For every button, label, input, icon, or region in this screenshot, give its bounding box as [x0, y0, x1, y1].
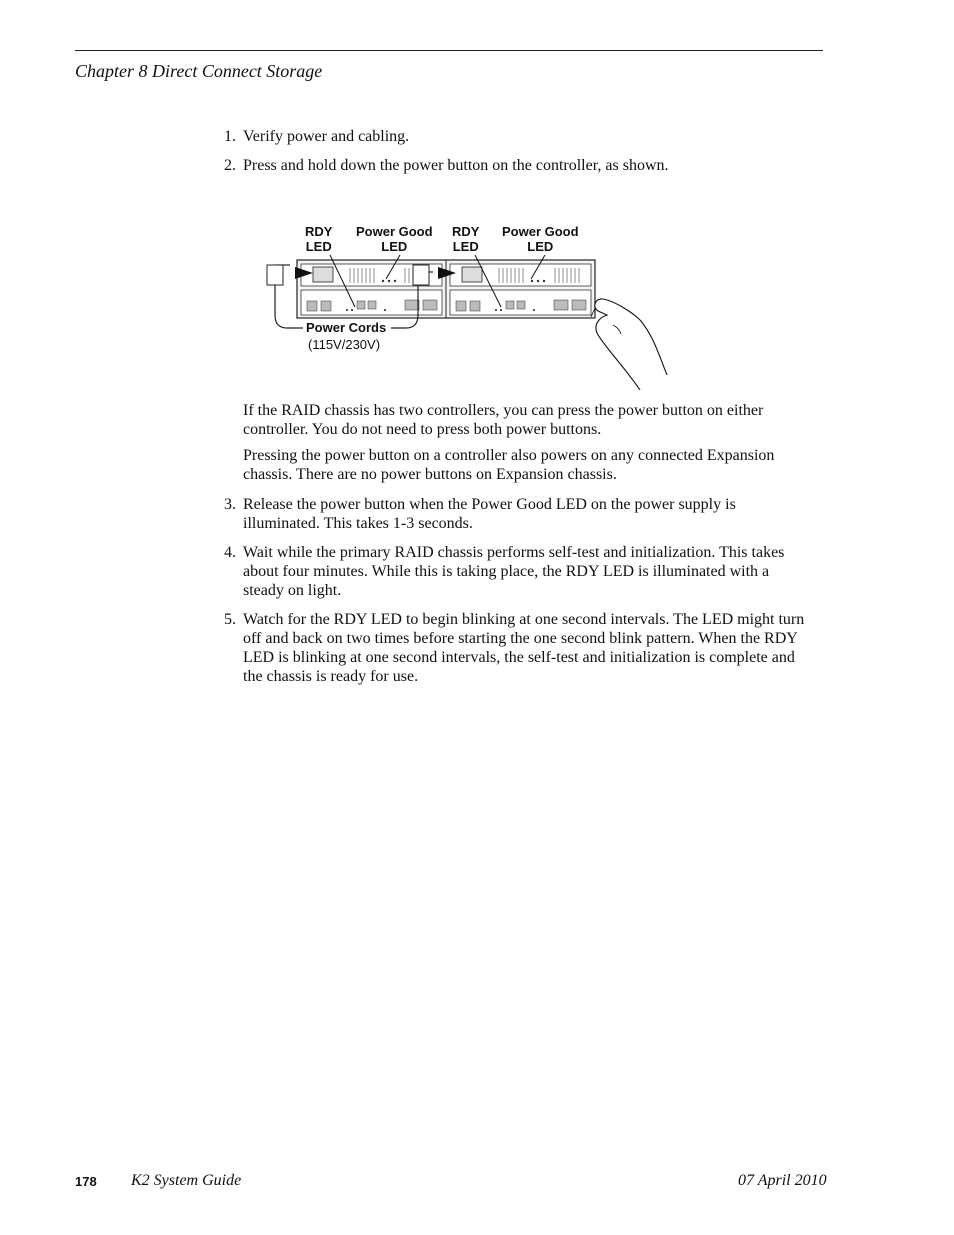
rdy-led-label: RDY LED	[452, 224, 480, 254]
paragraph: Pressing the power button on a controller also powers on any connected Expansion chassis. There are no power buttons on Expansion chassis.	[243, 447, 775, 483]
paragraph: If the RAID chassis has two controllers, you can press the power button on either controller. You do not need to press both power buttons.	[243, 402, 764, 438]
power-good-led-label: Power Good LED	[502, 224, 579, 254]
raid-chassis-figure	[255, 215, 675, 390]
header-rule	[75, 50, 823, 51]
chapter-heading: Chapter 8 Direct Connect Storage	[75, 61, 323, 81]
step-text: Watch for the RDY LED to begin blinking at one second intervals. The LED might turn off and back on two times before starting the one second blink pattern. When the RDY LED is blinking at one second intervals, the self-test and initialization is complete and the chassis is ready for use.	[243, 611, 805, 685]
page-number: 178	[75, 1174, 97, 1189]
rdy-led-label: RDY LED	[305, 224, 333, 254]
step-number: 3.	[224, 496, 236, 513]
voltage-label: (115V/230V)	[308, 337, 381, 352]
step-text: Verify power and cabling.	[243, 128, 410, 145]
step-number: 2.	[224, 157, 236, 174]
document-title: K2 System Guide	[131, 1172, 242, 1189]
document-date: 07 April 2010	[738, 1172, 827, 1189]
step-text: Press and hold down the power button on the controller, as shown.	[243, 157, 669, 174]
power-good-led-label: Power Good LED	[356, 224, 433, 254]
step-number: 1.	[224, 128, 236, 145]
step-number: 5.	[224, 611, 236, 628]
power-cords-label: Power Cords	[306, 320, 387, 335]
step-number: 4.	[224, 544, 236, 561]
step-text: Release the power button when the Power Good LED on the power supply is illuminated. This takes 1-3 seconds.	[243, 496, 736, 532]
step-text: Wait while the primary RAID chassis performs self-test and initialization. This takes about four minutes. While this is taking place, the RDY LED is illuminated with a steady on light.	[243, 544, 785, 599]
